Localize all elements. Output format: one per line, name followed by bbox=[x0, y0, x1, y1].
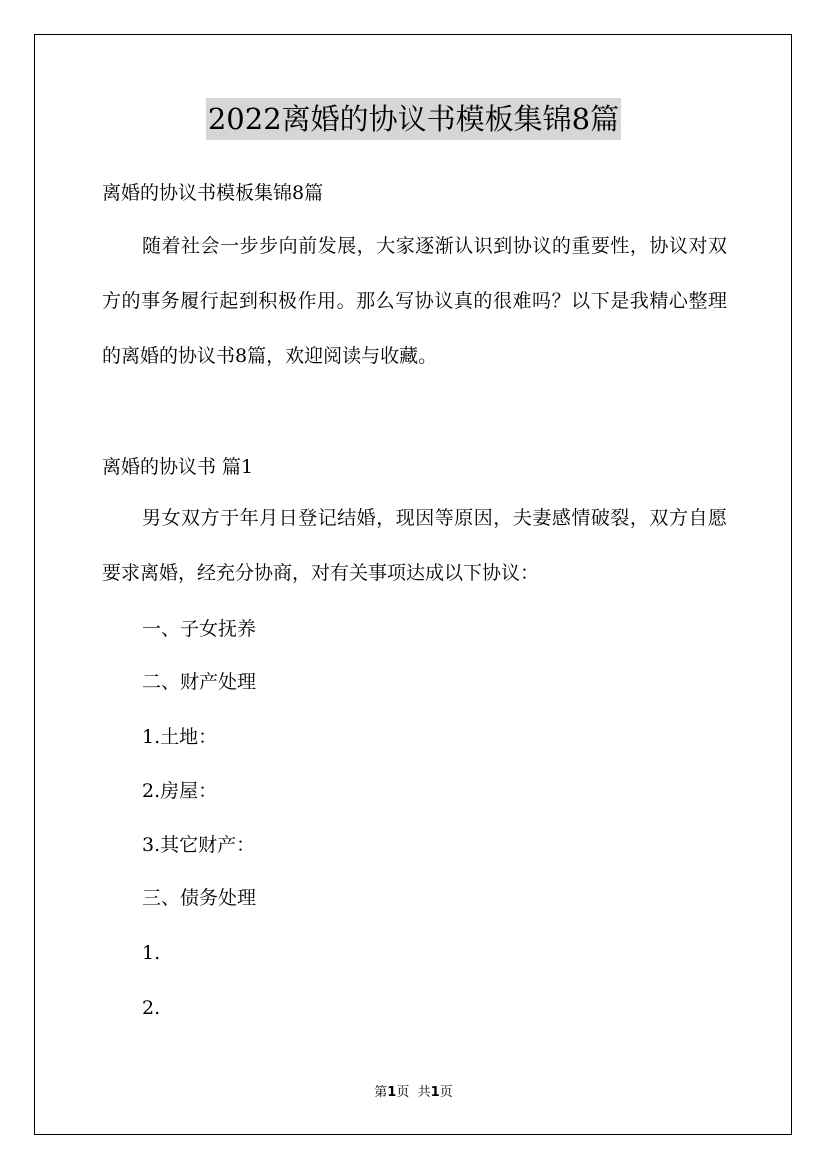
footer-total-number: 1 bbox=[430, 1085, 440, 1100]
list-item: 2. bbox=[142, 997, 161, 1019]
list-item: 二、财产处理 bbox=[142, 671, 257, 693]
section-heading: 离婚的协议书 篇1 bbox=[102, 456, 254, 478]
list-item: 三、债务处理 bbox=[142, 887, 257, 909]
list-item: 1.土地： bbox=[142, 726, 218, 748]
footer-total-suffix: 页 bbox=[439, 1085, 453, 1100]
section-intro-paragraph: 男女双方于年月日登记结婚，现因等原因，夫妻感情破裂，双方自愿要求离婚，经充分协商，对有关事项达成以下协议： bbox=[102, 507, 727, 584]
footer-page-suffix: 页 bbox=[396, 1085, 410, 1100]
page-footer bbox=[0, 1084, 827, 1102]
list-item: 一、子女抚养 bbox=[142, 618, 257, 640]
intro-paragraph: 随着社会一步步向前发展，大家逐渐认识到协议的重要性，协议对双方的事务履行起到积极作用。那么写协议真的很难吗？以下是我精心整理的离婚的协议书8篇，欢迎阅读与收藏。 bbox=[102, 235, 727, 367]
document-title bbox=[0, 98, 827, 140]
document-title-text: 2022离婚的协议书模板集锦8篇 bbox=[206, 98, 621, 140]
footer-page-number: 1 bbox=[387, 1085, 397, 1100]
list-item: 1. bbox=[142, 942, 161, 964]
list-item: 2.房屋： bbox=[142, 780, 218, 802]
footer-page-prefix: 第 bbox=[374, 1085, 388, 1100]
list-item: 3.其它财产： bbox=[142, 834, 256, 856]
document-subtitle: 离婚的协议书模板集锦8篇 bbox=[102, 182, 324, 204]
footer-total-prefix: 共 bbox=[417, 1085, 431, 1100]
